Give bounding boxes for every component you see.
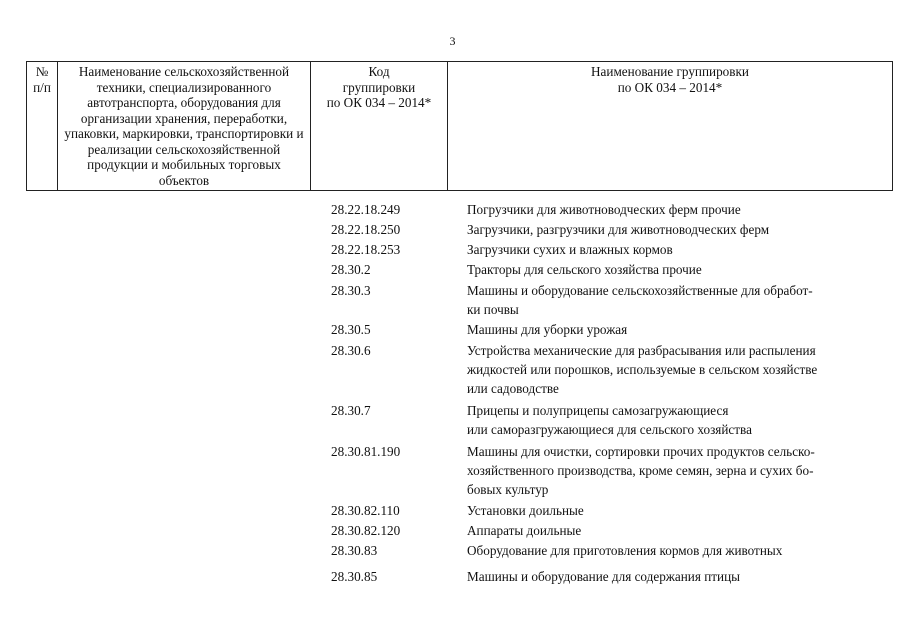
group-name: Загрузчики, разгрузчики для животноводческих ферм <box>467 222 770 237</box>
group-code: 28.30.5 <box>331 322 371 337</box>
group-name: Оборудование для приготовления кормов для животных <box>467 543 783 558</box>
group-name: Машины для очистки, сортировки прочих продуктов сельско- хозяйственного производства, кроме семян, зерна и сухих бо- бовых культур <box>467 444 815 497</box>
header-col-group-name: Наименование группировки по ОК 034 – 2014* <box>448 62 893 191</box>
header-row <box>27 62 893 191</box>
group-code: 28.30.85 <box>331 569 378 584</box>
group-code: 28.22.18.250 <box>331 222 401 237</box>
header-col-equipment-name: Наименование сельскохозяйственной техники, специализированного автотранспорта, оборудования для организации хранения, переработки, упаковки, маркировки, транспортировки и реализации сельскохозяйственной продукции и мобильных торговых объектов <box>58 62 311 191</box>
group-name: Установки доильные <box>467 503 584 518</box>
group-name: Аппараты доильные <box>467 523 582 538</box>
group-name: Машины и оборудование для содержания птицы <box>467 569 741 584</box>
header-col-group-code: Код группировки по ОК 034 – 2014* <box>311 62 448 191</box>
header-table <box>26 61 893 191</box>
group-code: 28.22.18.253 <box>331 242 401 257</box>
group-code: 28.30.6 <box>331 343 371 358</box>
group-code: 28.30.82.110 <box>331 503 400 518</box>
group-code: 28.30.83 <box>331 543 378 558</box>
group-name: Машины для уборки урожая <box>467 322 628 337</box>
group-name: Загрузчики сухих и влажных кормов <box>467 242 673 257</box>
group-code: 28.30.7 <box>331 403 371 418</box>
group-name: Тракторы для сельского хозяйства прочие <box>467 262 702 277</box>
group-name: Прицепы и полуприцепы самозагружающиеся или саморазгружающиеся для сельского хозяйства <box>467 403 752 437</box>
page-number: 3 <box>449 34 456 48</box>
header-col-number: № п/п <box>27 62 58 191</box>
group-name: Погрузчики для животноводческих ферм прочие <box>467 202 741 217</box>
group-code: 28.30.3 <box>331 283 371 298</box>
group-code: 28.30.82.120 <box>331 523 401 538</box>
group-code: 28.30.81.190 <box>331 444 401 459</box>
group-name: Машины и оборудование сельскохозяйственные для обработ- ки почвы <box>467 283 813 317</box>
group-name: Устройства механические для разбрасывания или распыления жидкостей или порошков, используемые в сельском хозяйстве или садоводстве <box>467 343 818 396</box>
group-code: 28.30.2 <box>331 262 371 277</box>
group-code: 28.22.18.249 <box>331 202 401 217</box>
